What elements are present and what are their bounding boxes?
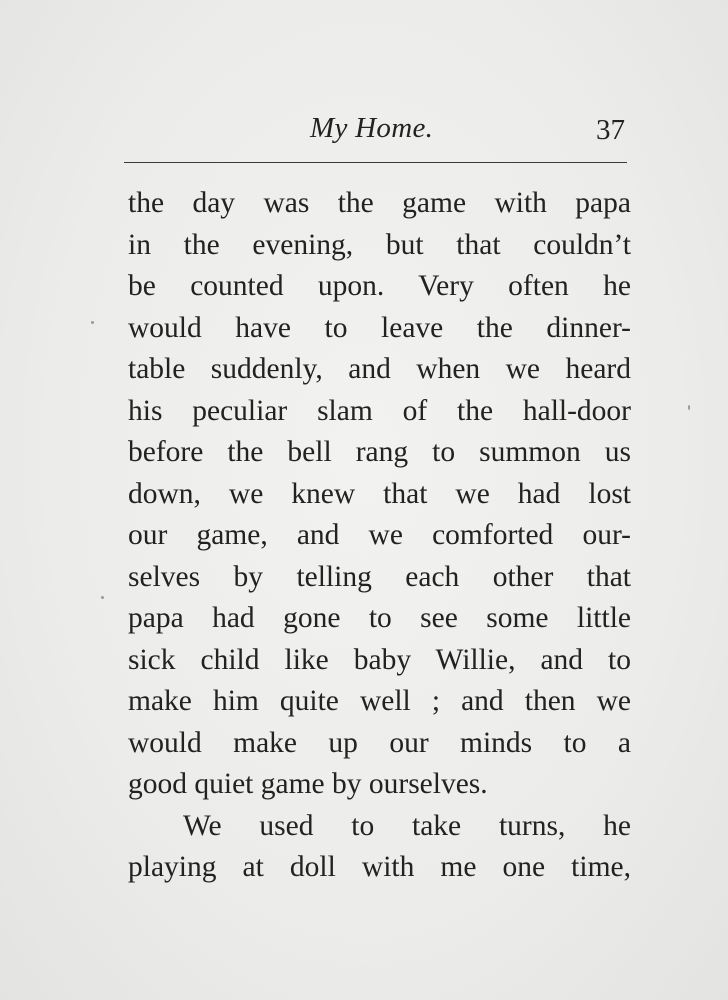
paper-speck <box>101 596 104 599</box>
text-line: table suddenly, and when we heard <box>128 353 631 385</box>
text-line: make him quite well ; and then we <box>128 685 631 717</box>
text-line: before the bell rang to summon us <box>128 436 631 468</box>
text-line: sick child like baby Willie, and to <box>128 643 631 676</box>
page-number: 37 <box>596 114 625 146</box>
header-rule <box>124 162 627 163</box>
text-line: would make up our minds to a <box>128 726 631 759</box>
text-line: down, we knew that we had lost <box>128 477 631 510</box>
running-head <box>124 112 627 152</box>
text-line: would have to leave the dinner- <box>128 311 631 344</box>
text-line: our game, and we comforted our- <box>128 519 631 551</box>
running-title: My Home. <box>310 112 434 144</box>
text-line: be counted upon. Very often he <box>128 270 631 302</box>
text-line: selves by telling each other that <box>128 560 631 593</box>
text-line: playing at doll with me one time, <box>128 851 631 883</box>
text-line: in the evening, but that couldn’t <box>128 228 631 261</box>
text-line: papa had gone to see some little <box>128 602 631 634</box>
text-line: his peculiar slam of the hall-door <box>128 394 631 427</box>
body-text <box>128 183 631 889</box>
paper-speck <box>91 321 94 324</box>
paper-speck <box>688 405 690 410</box>
text-line: the day was the game with papa <box>128 187 631 219</box>
text-line: good quiet game by ourselves. <box>128 768 488 800</box>
paragraph-first-line: We used to take turns, he <box>183 809 631 842</box>
